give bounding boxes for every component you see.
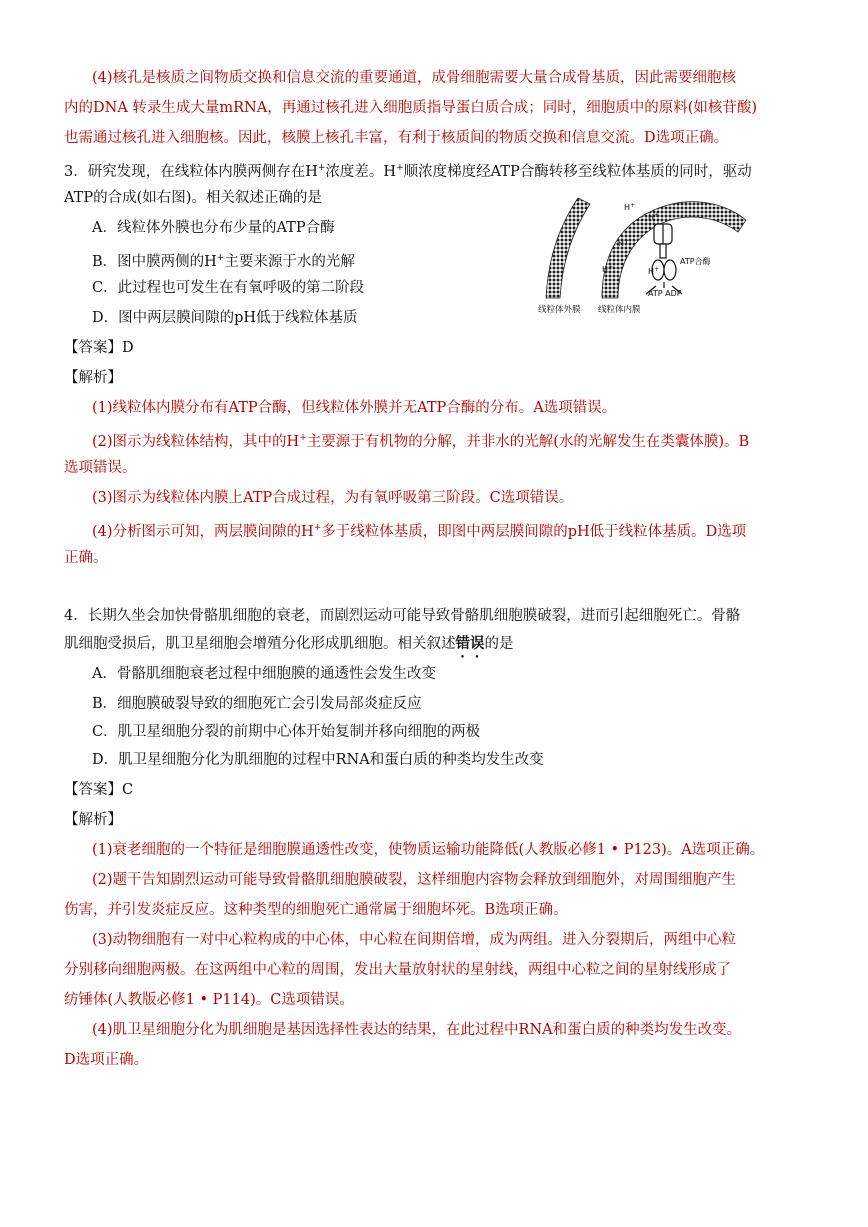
text-span: 主要来源于水的光解 (224, 253, 355, 270)
text-span: 3．研究发现，在线粒体内膜两侧存在H (64, 163, 318, 180)
explain-line: (3)图示为线粒体内膜上ATP合成过程，为有氧呼吸第三阶段。C选项错误。 (92, 490, 574, 506)
outer-membrane-label: 线粒体外膜 (538, 305, 581, 315)
explain-line: 分别移向细胞两极。在这两组中心粒的周围，发出大量放射状的星射线，两组中心粒之间的星射线形成了 (64, 962, 731, 978)
answer-label: 【答案】D (64, 340, 134, 356)
explain-line: (4)核孔是核质之间物质交换和信息交流的重要通道，成骨细胞需要大量合成骨基质，因此需要细胞核 (92, 70, 737, 86)
h-ion-label: H+ (618, 238, 630, 248)
explain-line: 选项错误。 (64, 460, 137, 476)
question-3-stem (64, 158, 752, 182)
atp-adp-label: ATP ADP (648, 289, 682, 298)
superscript: + (396, 163, 404, 173)
question-4-stem: 4．长期久坐会加快骨骼肌细胞的衰老，而剧烈运动可能导致骨骼肌细胞膜破裂，进而引起细胞死亡。骨骼 (64, 608, 741, 624)
superscript: + (299, 433, 307, 443)
question-3-stem-2: ATP的合成(如右图)。相关叙述正确的是 (64, 190, 322, 206)
text-span: (4)分析图示可知，两层膜间隙的H (92, 523, 314, 540)
option-c: C．肌卫星细胞分裂的前期中心体开始复制并移向细胞的两极 (92, 724, 481, 740)
question-4-stem-2 (64, 634, 514, 661)
text-span: 肌细胞受损后，肌卫星细胞会增殖分化形成肌细胞。相关叙述 (64, 636, 456, 652)
explain-line: 正确。 (64, 550, 108, 566)
analysis-label: 【解析】 (64, 812, 122, 828)
option-a: A．骨骼肌细胞衰老过程中细胞膜的通透性会发生改变 (92, 666, 436, 682)
analysis-label: 【解析】 (64, 370, 122, 386)
superscript: + (313, 523, 322, 533)
explain-line (92, 428, 749, 452)
h-ion-label: H+ (648, 266, 660, 276)
emphasis-text: 错误 (455, 635, 485, 652)
explain-line: (1)线粒体内膜分布有ATP合酶，但线粒体外膜并无ATP合酶的分布。A选项错误。 (92, 400, 617, 416)
option-b: B．细胞膜破裂导致的细胞死亡会引发局部炎症反应 (92, 696, 422, 712)
text-span: B．图中膜两侧的H (92, 253, 217, 270)
explain-line: 也需通过核孔进入细胞核。因此，核膜上核孔丰富，有利于核质间的物质交换和信息交流。D选项正确。 (64, 130, 729, 146)
h-ion-label: H+ (602, 264, 614, 274)
explain-line (92, 518, 746, 542)
option-d: D．图中两层膜间隙的pH低于线粒体基质 (92, 310, 358, 326)
text-span: 的是 (484, 636, 514, 652)
text-span: 多于线粒体基质，即图中两层膜间隙的pH低于线粒体基质。D选项 (321, 523, 747, 540)
atp-synthase (646, 224, 682, 294)
h-ion-label: H+ (624, 202, 636, 212)
text-span: 顺浓度梯度经ATP合酶转移至线粒体基质的同时，驱动 (403, 163, 752, 180)
outer-membrane (546, 198, 590, 298)
option-c: C．此过程也可发生在有氧呼吸的第二阶段 (92, 280, 365, 296)
h-ion-label: H+ (648, 212, 660, 222)
option-b (92, 248, 355, 272)
mitochondria-membrane-figure (536, 190, 758, 320)
explain-line: (3)动物细胞有一对中心粒构成的中心体，中心粒在间期倍增，成为两组。进入分裂期后，两组中心粒 (92, 932, 737, 948)
option-d: D．肌卫星细胞分化为肌细胞的过程中RNA和蛋白质的种类均发生改变 (92, 752, 544, 768)
answer-label: 【答案】C (64, 782, 134, 798)
explain-line: D选项正确。 (64, 1052, 149, 1068)
option-a: A．线粒体外膜也分布少量的ATP合酶 (92, 220, 335, 236)
explain-line: (2)题干告知剧烈运动可能导致骨骼肌细胞膜破裂，这样细胞内容物会释放到细胞外，对周围细胞产生 (92, 872, 737, 888)
superscript: + (216, 253, 225, 263)
text-span: (2)图示为线粒体结构，其中的H (92, 433, 300, 450)
inner-membrane-label: 线粒体内膜 (598, 305, 641, 315)
explain-line: 内的DNA 转录生成大量mRNA，再通过核孔进入细胞质指导蛋白质合成；同时，细胞质中的原料(如核苷酸) (64, 100, 758, 116)
text-span: 浓度差。H (325, 163, 397, 180)
atp-synthase-label: ATP合酶 (680, 257, 711, 266)
explain-line: 纺锤体(人教版必修1 • P114)。C选项错误。 (64, 992, 354, 1008)
explain-line: (4)肌卫星细胞分化为肌细胞是基因选择性表达的结果，在此过程中RNA和蛋白质的种类均发生改变。 (92, 1022, 742, 1038)
text-span: 主要源于有机物的分解，并非水的光解(水的光解发生在类囊体膜)。B (306, 433, 750, 450)
explain-line: (1)衰老细胞的一个特征是细胞膜通透性改变，使物质运输功能降低(人教版必修1 • P123)。A选项正确。 (92, 842, 765, 858)
inner-membrane (602, 202, 746, 298)
superscript: + (317, 163, 326, 173)
explain-line: 伤害，并引发炎症反应。这种类型的细胞死亡通常属于细胞坏死。B选项正确。 (64, 902, 568, 918)
